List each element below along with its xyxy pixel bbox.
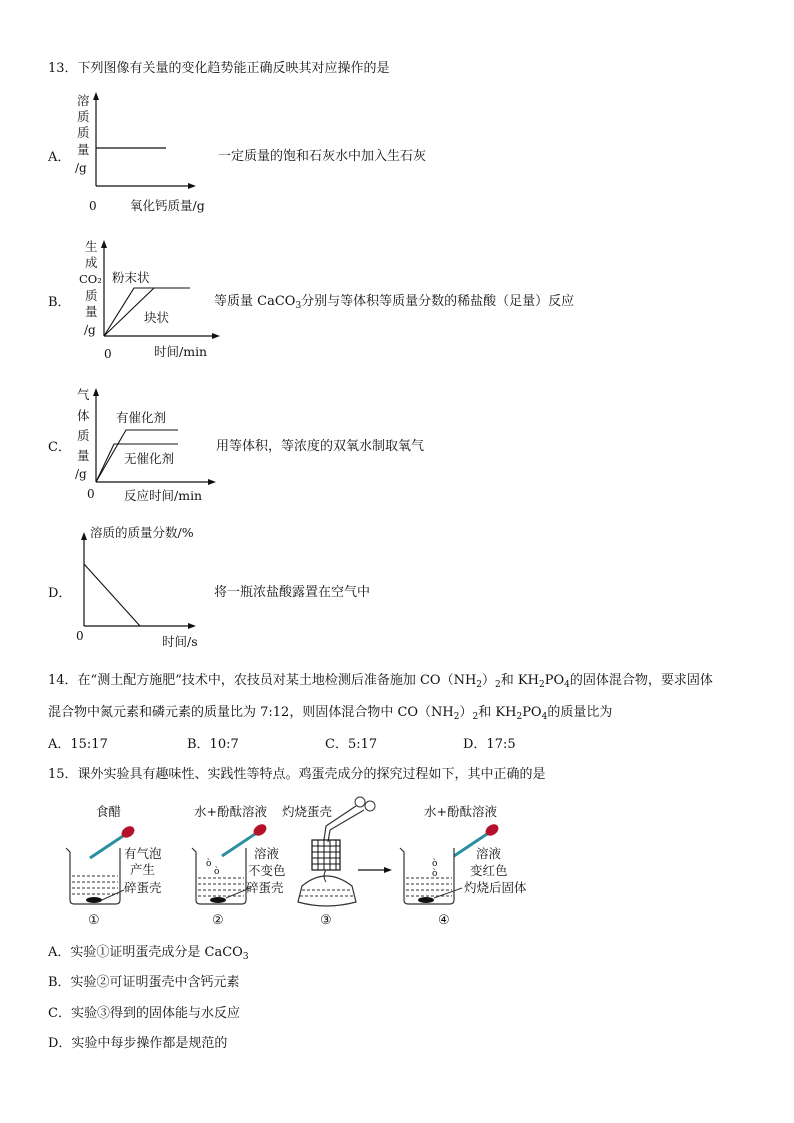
svg-text:ò: ò xyxy=(432,869,438,879)
chart-b-xlabel: 时间/min xyxy=(154,344,208,359)
chart-a-x-arrow xyxy=(188,183,196,189)
q13-option-b-label: B． xyxy=(48,295,71,310)
q13-chart-d xyxy=(70,520,220,650)
chart-b-ylabel-6: /g xyxy=(84,323,96,337)
chart-c-xlabel: 反应时间/min xyxy=(124,488,203,503)
step4-note1: 溶液 xyxy=(476,846,502,861)
step1-note2: 产生 xyxy=(130,862,156,877)
step4-note3: 灼烧后固体 xyxy=(464,880,527,895)
chart-d-ylabel: 溶质的质量分数/% xyxy=(90,525,194,540)
q13-option-b-text: 等质量 CaCO$_3$分别与等体积等质量分数的稀盐酸（足量）反应 xyxy=(214,294,575,311)
step1-pointer xyxy=(102,890,124,900)
step2-note3: 碎蛋壳 xyxy=(246,880,284,895)
chart-b-origin: 0 xyxy=(104,347,112,361)
step1-note3: 碎蛋壳 xyxy=(124,880,162,895)
chart-c-curve2-label: 无催化剂 xyxy=(124,451,175,466)
chart-b-ylabel-2: 成 xyxy=(85,255,98,270)
chart-b-y-arrow xyxy=(101,240,107,248)
q13-chart-b xyxy=(74,236,224,364)
q15-option-a: A．实验①证明蛋壳成分是 CaCO$_3$ xyxy=(48,945,249,962)
chart-a-ylabel-4: 量 xyxy=(77,142,90,157)
chart-a-ylabel-2: 质 xyxy=(77,109,90,124)
step3-num: ③ xyxy=(320,913,332,928)
step2-top-label: 水+酚酞溶液 xyxy=(194,804,267,819)
alcohol-lamp xyxy=(298,870,356,906)
chart-c-ylabel-5: /g xyxy=(75,467,87,481)
chart-a-ylabel-3: 质 xyxy=(77,125,90,140)
q13-option-d-text: 将一瓶浓盐酸露置在空气中 xyxy=(214,585,371,600)
chart-a-xlabel: 氧化钙质量/g xyxy=(130,198,205,213)
chart-c-ylabel-1: 气 xyxy=(77,387,90,402)
step3-top-label: 灼烧蛋壳 xyxy=(282,804,333,819)
q13-option-c-label: C． xyxy=(48,440,71,455)
chart-c-ylabel-2: 体 xyxy=(77,408,90,423)
chart-b-curve2-label: 块状 xyxy=(144,310,170,325)
step1-top-label: 食醋 xyxy=(96,804,122,819)
svg-text:ò: ò xyxy=(206,859,212,869)
chart-b-curve1-label: 粉末状 xyxy=(112,270,150,285)
chart-c-origin: 0 xyxy=(87,487,95,501)
q14-option-a: A．15:17 xyxy=(48,737,108,752)
q13-option-d-label: D． xyxy=(48,586,72,601)
chart-d-y-arrow xyxy=(81,532,87,540)
chart-d-xlabel: 时间/s xyxy=(162,634,198,649)
svg-text:ò: ò xyxy=(214,867,220,877)
step2-num: ② xyxy=(212,913,224,928)
q14-stem-line1: 14．在“测土配方施肥”技术中，农技员对某土地检测后准备施加 $CO(NH_2)_2$和 $KH_2PO_4$的固体混合物，要求固体 xyxy=(48,673,713,690)
chart-d-x-arrow xyxy=(188,623,196,629)
q14-option-b: B．10:7 xyxy=(187,737,239,752)
step2-beaker xyxy=(192,848,246,904)
chart-b-ylabel-3: CO₂ xyxy=(79,272,102,286)
step4-num: ④ xyxy=(438,913,450,928)
q15-option-d: D．实验中每步操作都是规范的 xyxy=(48,1036,228,1051)
chart-a-origin: 0 xyxy=(89,199,97,213)
chart-c-x-arrow xyxy=(208,479,216,485)
chart-b-ylabel-1: 生 xyxy=(85,239,98,254)
q15-option-b: B．实验②可证明蛋壳中含钙元素 xyxy=(48,975,240,990)
chart-d-origin: 0 xyxy=(76,629,84,643)
chart-d-line xyxy=(84,564,140,626)
q14-option-d: D．17:5 xyxy=(463,737,516,752)
chart-c-ylabel-4: 量 xyxy=(77,448,90,463)
q14-stem-line2: 混合物中氮元素和磷元素的质量比为 7:12，则固体混合物中 $CO(NH_2)_2$和 $KH_2PO_4$的质量比为 xyxy=(48,705,613,722)
q13-stem: 13．下列图像有关量的变化趋势能正确反映其对应操作的是 xyxy=(48,61,390,76)
q13-option-c-text: 用等体积，等浓度的双氧水制取氧气 xyxy=(216,439,425,454)
gauze-grid xyxy=(312,840,340,870)
chart-a-ylabel-1: 溶 xyxy=(77,93,90,108)
q13-chart-c xyxy=(68,382,218,510)
chart-c-curve1-label: 有催化剂 xyxy=(116,410,167,425)
step2-note1: 溶液 xyxy=(254,846,280,861)
process-arrow-head xyxy=(384,867,392,873)
step1-num: ① xyxy=(88,913,100,928)
chart-c-ylabel-3: 质 xyxy=(77,428,90,443)
q13-option-a-label: A． xyxy=(48,150,71,165)
step4-top-label: 水+酚酞溶液 xyxy=(424,804,497,819)
chart-b-ylabel-5: 量 xyxy=(85,304,98,319)
chart-a-y-arrow xyxy=(93,92,99,100)
q15-option-c: C．实验③得到的固体能与水反应 xyxy=(48,1006,240,1021)
chart-b-x-arrow xyxy=(212,333,220,339)
step4-beaker xyxy=(400,848,454,904)
chart-b-ylabel-4: 质 xyxy=(85,288,98,303)
q15-stem: 15．课外实验具有趣味性、实践性等特点。鸡蛋壳成分的探究过程如下，其中正确的是 xyxy=(48,767,546,782)
q14-option-c: C．5:17 xyxy=(325,737,378,752)
chart-a-ylabel-5: /g xyxy=(75,161,87,175)
step2-note2: 不变色 xyxy=(248,863,286,878)
q13-option-a-text: 一定质量的饱和石灰水中加入生石灰 xyxy=(218,149,427,164)
chart-c-y-arrow xyxy=(93,388,99,396)
q15-experiment-figure xyxy=(58,796,558,934)
q13-chart-a xyxy=(66,88,226,216)
step4-note2: 变红色 xyxy=(470,863,508,878)
step1-note1: 有气泡 xyxy=(124,846,162,861)
svg-text:ò: ò xyxy=(432,859,438,869)
